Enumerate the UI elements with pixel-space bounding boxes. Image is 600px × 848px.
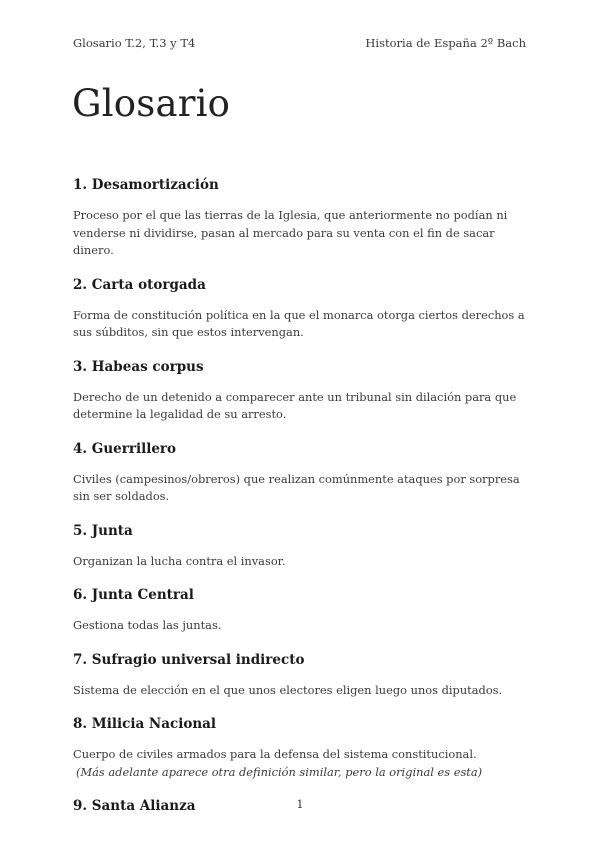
entry-term: 6. Junta Central — [73, 587, 194, 603]
entry-definition: Cuerpo de civiles armados para la defensa del sistema constitucional. — [73, 747, 477, 761]
header-right: Historia de España 2º Bach — [365, 36, 526, 50]
page-header — [73, 36, 526, 50]
page-title: Glosario — [72, 82, 231, 125]
entry-term: 7. Sufragio universal indirecto — [73, 651, 305, 668]
entry-term: 1. Desamortización — [73, 177, 219, 193]
glossary-list — [73, 176, 533, 831]
entry-term: 9. Santa Alianza — [73, 798, 196, 814]
entry-definition: Organizan la lucha contra el invasor. — [73, 553, 286, 568]
entry-definition: Gestiona todas las juntas. — [73, 618, 222, 632]
glossary-entry — [73, 358, 533, 424]
entry-term: 5. Junta — [73, 522, 133, 539]
entry-definition: Forma de constitución política en la que el monarca otorga ciertos derechos a sus súbditos, sin que estos intervengan. — [73, 307, 525, 339]
glossary-entry — [73, 522, 533, 571]
entry-term: 8. Milicia Nacional — [73, 716, 217, 732]
header-left: Glosario T.2, T.3 y T4 — [73, 36, 196, 50]
glossary-entry — [73, 715, 533, 781]
glossary-entry — [73, 276, 533, 342]
entry-definition: Civiles (campesinos/obreros) que realizan comúnmente ataques por sorpresa sin ser soldados. — [73, 471, 520, 503]
entry-definition: Derecho de un detenido a comparecer ante un tribunal sin dilación para que determine la legalidad de su arresto. — [73, 389, 517, 421]
glossary-entry — [73, 651, 533, 700]
entry-term: 3. Habeas corpus — [73, 358, 204, 375]
glossary-entry — [73, 586, 533, 635]
glossary-entry — [73, 176, 533, 260]
entry-definition: Proceso por el que las tierras de la Iglesia, que anteriormente no podían ni venderse ni dividirse, pasan al mercado para su venta con el fin de sacar dinero. — [73, 208, 508, 257]
entry-term: 4. Guerrillero — [73, 440, 177, 457]
entry-term: 2. Carta otorgada — [73, 276, 206, 293]
entry-note: (Más adelante aparece otra definición similar, pero la original es esta) — [76, 764, 483, 779]
glossary-entry — [73, 440, 533, 506]
entry-definition: Sistema de elección en el que unos electores eligen luego unos diputados. — [73, 682, 503, 697]
page-number: 1 — [296, 798, 304, 811]
